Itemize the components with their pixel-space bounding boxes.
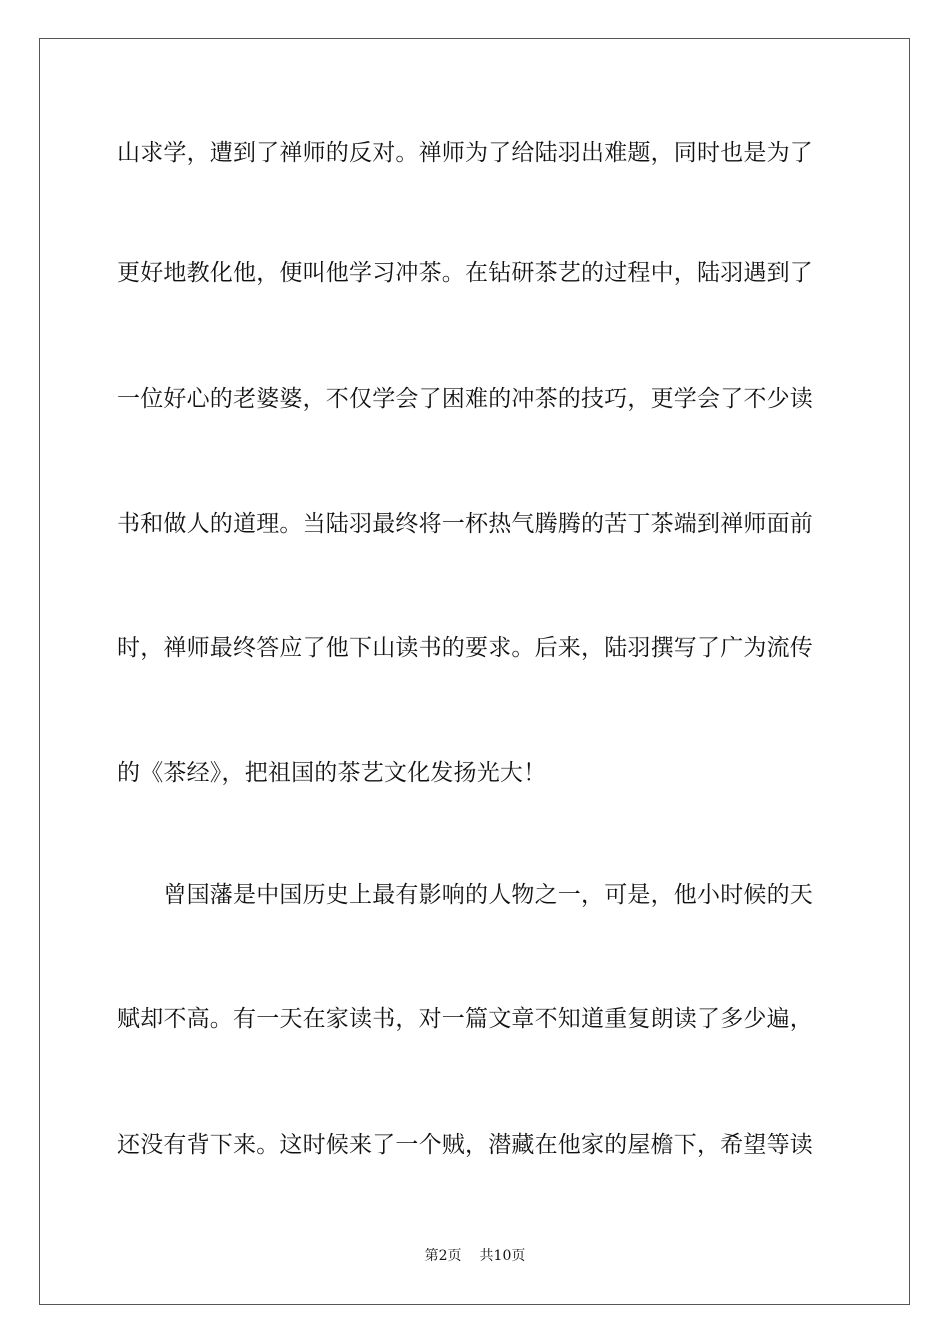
- text-line-2: 更好地教化他，便叫他学习冲茶。在钻研茶艺的过程中，陆羽遇到了: [117, 260, 813, 286]
- page-total: 共10页: [479, 1248, 526, 1264]
- text-line-5: 时，禅师最终答应了他下山读书的要求。后来，陆羽撰写了广为流传: [117, 635, 813, 661]
- page-footer: [0, 1247, 950, 1265]
- text-line-6: 的《茶经》，把祖国的茶艺文化发扬光大！: [117, 760, 547, 786]
- text-line-4: 书和做人的道理。当陆羽最终将一杯热气腾腾的苦丁茶端到禅师面前: [117, 511, 813, 537]
- page-number: 第2页: [424, 1248, 462, 1264]
- text-line-8: 赋却不高。有一天在家读书，对一篇文章不知道重复朗读了多少遍，: [117, 1006, 813, 1032]
- text-line-7: 曾国藩是中国历史上最有影响的人物之一，可是，他小时候的天: [117, 882, 813, 908]
- text-line-9: 还没有背下来。这时候来了一个贼，潜藏在他家的屋檐下，希望等读: [117, 1132, 813, 1158]
- page-frame: [39, 38, 910, 1305]
- text-line-3: 一位好心的老婆婆，不仅学会了困难的冲茶的技巧，更学会了不少读: [117, 386, 813, 412]
- text-line-1: 山求学，遭到了禅师的反对。禅师为了给陆羽出难题，同时也是为了: [117, 140, 813, 166]
